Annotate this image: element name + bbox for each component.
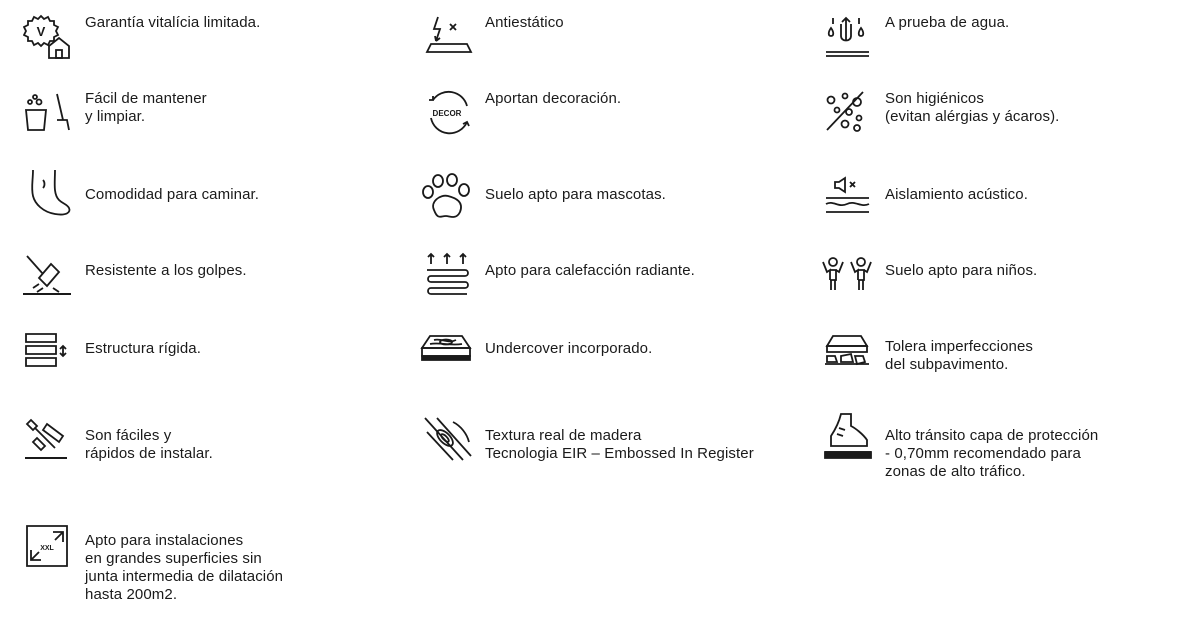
acoustic-icon bbox=[823, 176, 875, 228]
feature-text bbox=[85, 90, 207, 126]
undercover-icon bbox=[420, 332, 472, 384]
feature-text bbox=[485, 427, 754, 463]
feature-text bbox=[885, 427, 1098, 481]
feature-line: (evitan alérgias y ácaros). bbox=[885, 108, 1060, 125]
feature-text bbox=[485, 262, 695, 280]
install-tools-icon bbox=[23, 416, 75, 468]
feature-radiant-heating bbox=[423, 252, 793, 322]
feature-text bbox=[885, 14, 1009, 32]
feature-line: Suelo apto para mascotas. bbox=[485, 186, 666, 203]
feature-line: Son fáciles y bbox=[85, 427, 172, 444]
antistatic-icon bbox=[423, 14, 475, 66]
xxl-badge-label: XXL bbox=[40, 545, 54, 552]
feature-rigid-structure bbox=[23, 330, 393, 400]
feature-line: Undercover incorporado. bbox=[485, 340, 653, 357]
feature-antistatic bbox=[423, 14, 793, 84]
feature-text bbox=[485, 186, 666, 204]
feature-line: y limpiar. bbox=[85, 108, 146, 125]
feature-line: Aportan decoración. bbox=[485, 90, 622, 107]
feature-text bbox=[85, 186, 259, 204]
feature-children bbox=[821, 256, 1191, 326]
feature-line: Garantía vitalícia limitada. bbox=[85, 14, 261, 31]
feature-line: Apto para calefacción radiante. bbox=[485, 262, 695, 279]
decor-badge-label: DECOR bbox=[432, 109, 462, 118]
feature-line: Aislamiento acústico. bbox=[885, 186, 1028, 203]
warranty-badge-letter: V bbox=[36, 24, 46, 39]
feature-text bbox=[85, 340, 201, 358]
feature-xxl-surface bbox=[23, 522, 393, 612]
high-traffic-shoe-icon bbox=[823, 412, 875, 464]
waterproof-icon bbox=[823, 14, 875, 66]
children-icon bbox=[821, 256, 873, 308]
feature-line: del subpavimento. bbox=[885, 356, 1009, 373]
feature-text bbox=[885, 90, 1059, 126]
paw-icon bbox=[420, 172, 472, 224]
feature-undercover bbox=[420, 332, 790, 402]
feature-walking-comfort bbox=[23, 168, 393, 238]
feature-text bbox=[485, 340, 652, 358]
feature-text bbox=[485, 14, 564, 32]
feature-line: Antiestático bbox=[485, 14, 564, 31]
feature-line: Tolera imperfecciones bbox=[885, 338, 1033, 355]
feature-high-traffic bbox=[823, 412, 1193, 482]
hygienic-icon bbox=[823, 90, 875, 142]
feature-text bbox=[885, 186, 1028, 204]
feature-text bbox=[85, 262, 247, 280]
wood-texture-icon bbox=[423, 416, 475, 468]
feature-text bbox=[85, 427, 213, 463]
feature-line: Tecnologia EIR – Embossed In Register bbox=[485, 445, 754, 462]
feature-line: hasta 200m2. bbox=[85, 586, 178, 603]
radiant-heating-icon bbox=[423, 252, 475, 304]
decor-icon bbox=[423, 90, 475, 142]
feature-line: Suelo apto para niños. bbox=[885, 262, 1038, 279]
rigid-structure-icon bbox=[23, 330, 75, 382]
feature-waterproof bbox=[823, 14, 1193, 84]
feature-text bbox=[485, 90, 621, 108]
feature-line: en grandes superficies sin bbox=[85, 550, 262, 567]
feature-line: Textura real de madera bbox=[485, 427, 642, 444]
hammer-impact-icon bbox=[23, 252, 75, 304]
feature-easy-install bbox=[23, 416, 393, 486]
warranty-house-icon bbox=[23, 14, 75, 66]
feature-line: A prueba de agua. bbox=[885, 14, 1010, 31]
feature-line: rápidos de instalar. bbox=[85, 445, 213, 462]
feature-line: Estructura rígida. bbox=[85, 340, 202, 357]
feature-line: zonas de alto tráfico. bbox=[885, 463, 1026, 480]
feature-line: Apto para instalaciones bbox=[85, 532, 244, 549]
feature-acoustic bbox=[823, 176, 1193, 246]
xxl-surface-icon bbox=[23, 522, 75, 574]
subfloor-icon bbox=[823, 332, 875, 384]
feature-line: Fácil de mantener bbox=[85, 90, 207, 107]
feature-text bbox=[85, 14, 260, 32]
feature-hygienic bbox=[823, 90, 1193, 160]
feature-text bbox=[885, 338, 1033, 374]
easy-clean-icon bbox=[23, 90, 75, 142]
foot-comfort-icon bbox=[23, 168, 75, 220]
feature-decor bbox=[423, 90, 793, 160]
feature-line: Resistente a los golpes. bbox=[85, 262, 247, 279]
feature-lifetime-warranty bbox=[23, 14, 393, 84]
feature-pets bbox=[420, 172, 790, 242]
feature-line: - 0,70mm recomendado para bbox=[885, 445, 1081, 462]
feature-wood-texture bbox=[423, 416, 793, 486]
feature-text bbox=[85, 532, 283, 604]
feature-line: Alto tránsito capa de protección bbox=[885, 427, 1099, 444]
feature-text bbox=[885, 262, 1037, 280]
feature-line: Son higiénicos bbox=[885, 90, 984, 107]
feature-impact-resistant bbox=[23, 252, 393, 322]
feature-subfloor-tolerance bbox=[823, 332, 1193, 402]
feature-easy-clean bbox=[23, 90, 393, 160]
feature-line: Comodidad para caminar. bbox=[85, 186, 260, 203]
feature-line: junta intermedia de dilatación bbox=[85, 568, 284, 585]
